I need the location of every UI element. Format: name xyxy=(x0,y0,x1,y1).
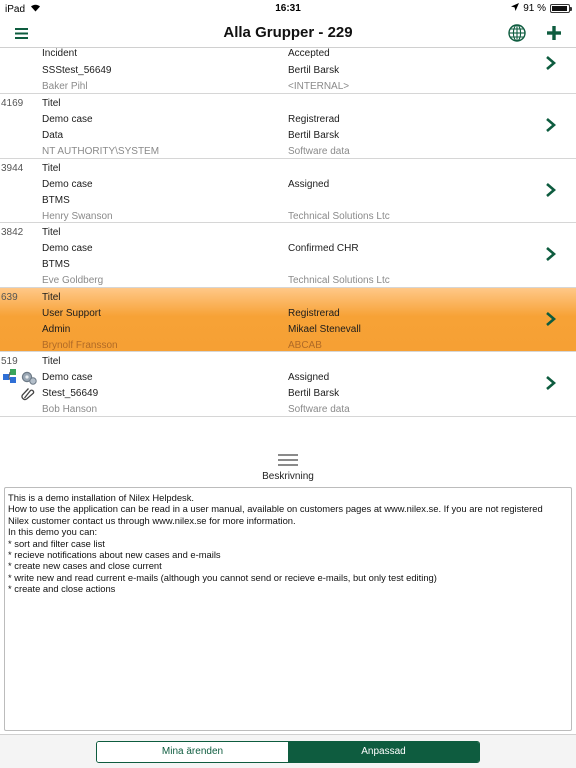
case-category: BTMS xyxy=(42,194,70,206)
case-id: 3944 xyxy=(1,162,24,174)
description-line: How to use the application can be read in a user manual, available on customers pages at www.nilex.se. If you are not registered xyxy=(8,503,543,515)
case-organization: Software data xyxy=(288,404,350,415)
chevron-right-icon[interactable] xyxy=(544,181,558,199)
case-organization: ABCAB xyxy=(288,339,322,351)
case-handler: Bertil Barsk xyxy=(288,388,340,399)
description-line: * sort and filter case list xyxy=(8,537,105,549)
case-attachment-icons xyxy=(3,367,39,403)
case-title: Demo case xyxy=(42,178,93,190)
description-line: * recieve notifications about new cases and e-mails xyxy=(8,549,221,561)
case-organization: <INTERNAL> xyxy=(288,81,350,92)
case-status: Confirmed CHR xyxy=(288,243,359,254)
battery-icon xyxy=(550,4,570,13)
case-type: Incident xyxy=(42,48,78,59)
case-reporter: Bob Hanson xyxy=(42,404,98,415)
case-row[interactable] xyxy=(0,94,576,159)
case-organization: Software data xyxy=(288,146,350,157)
case-list xyxy=(0,48,576,417)
case-status: Registrerad xyxy=(288,114,340,125)
description-line: * create new cases and close current xyxy=(8,560,162,572)
case-reporter: Eve Goldberg xyxy=(42,275,104,286)
description-text-area[interactable] xyxy=(4,487,572,731)
case-row[interactable] xyxy=(0,159,576,224)
case-row-selected[interactable] xyxy=(0,288,576,353)
case-handler: Bertil Barsk xyxy=(288,130,340,141)
case-id: 639 xyxy=(1,291,18,303)
description-line: * write new and read current e-mails (although you cannot send or recieve e-mails, but only test editing) xyxy=(8,571,437,583)
description-line: Nilex customer contact us through www.nilex.se for more information. xyxy=(8,514,296,526)
description-line: In this demo you can: xyxy=(8,526,98,538)
case-title: User Support xyxy=(42,307,101,319)
status-bar-right xyxy=(511,3,570,14)
case-status: Assigned xyxy=(288,372,330,383)
case-reporter: Baker Pihl xyxy=(42,81,88,92)
case-title: Demo case xyxy=(42,114,93,125)
paperclip-icon xyxy=(21,387,35,401)
chevron-right-icon[interactable] xyxy=(544,245,558,263)
case-title: Demo case xyxy=(42,243,93,254)
case-organization: Technical Solutions Ltc xyxy=(288,210,390,222)
chevron-right-icon[interactable] xyxy=(544,116,558,134)
description-line: * create and close actions xyxy=(8,583,116,595)
case-reporter: NT AUTHORITY\SYSTEM xyxy=(42,146,160,157)
tab-mina-arenden[interactable]: Mina ärenden xyxy=(97,742,288,762)
chevron-right-icon[interactable] xyxy=(544,374,558,392)
case-filter-segmented-control xyxy=(96,741,480,763)
case-status: Assigned xyxy=(288,178,330,190)
case-row[interactable] xyxy=(0,223,576,288)
description-line: This is a demo installation of Nilex Helpdesk. xyxy=(8,492,195,503)
case-title: Demo case xyxy=(42,372,93,383)
case-title-label: Titel xyxy=(42,291,61,303)
case-title-label: Titel xyxy=(42,98,61,109)
status-bar xyxy=(0,0,576,17)
location-arrow-icon xyxy=(511,3,519,14)
case-id: 519 xyxy=(1,356,18,367)
case-handler: Mikael Stenevall xyxy=(288,323,361,335)
case-title-label: Titel xyxy=(42,356,61,367)
case-category: Stest_56649 xyxy=(42,388,99,399)
description-heading: Beskrivning xyxy=(262,471,314,482)
case-title-label: Titel xyxy=(42,162,61,174)
bottom-toolbar xyxy=(0,734,576,768)
chevron-right-icon[interactable] xyxy=(544,310,558,328)
case-row[interactable] xyxy=(0,352,576,417)
language-button[interactable] xyxy=(504,21,530,45)
case-category: Admin xyxy=(42,323,71,335)
device-label: iPad xyxy=(5,3,26,15)
case-reporter: Henry Swanson xyxy=(42,210,113,222)
case-category: SSStest_56649 xyxy=(42,65,112,76)
case-title-label: Titel xyxy=(42,227,61,238)
drag-handle-icon[interactable] xyxy=(278,454,298,466)
gears-icon xyxy=(21,371,37,385)
panel-splitter xyxy=(0,452,576,484)
case-category: BTMS xyxy=(42,259,70,270)
network-icon xyxy=(3,369,21,383)
globe-icon xyxy=(508,24,526,42)
battery-level xyxy=(552,6,567,11)
chevron-right-icon[interactable] xyxy=(544,54,558,72)
tab-anpassad[interactable]: Anpassad xyxy=(288,742,479,762)
case-category: Data xyxy=(42,130,64,141)
plus-icon xyxy=(547,26,561,40)
case-row[interactable] xyxy=(0,48,576,94)
add-case-button[interactable] xyxy=(541,21,567,45)
case-organization: Technical Solutions Ltc xyxy=(288,275,390,286)
clock: 16:31 xyxy=(275,3,301,14)
case-handler: Bertil Barsk xyxy=(288,65,340,76)
case-status: Accepted xyxy=(288,48,330,59)
page-title: Alla Grupper - 229 xyxy=(223,24,353,41)
case-reporter: Brynolf Fransson xyxy=(42,339,118,351)
case-id: 3842 xyxy=(1,227,24,238)
battery-percent: 91 % xyxy=(523,3,546,14)
case-status: Registrerad xyxy=(288,307,340,319)
case-id: 4169 xyxy=(1,98,24,109)
navigation-bar xyxy=(0,17,576,48)
